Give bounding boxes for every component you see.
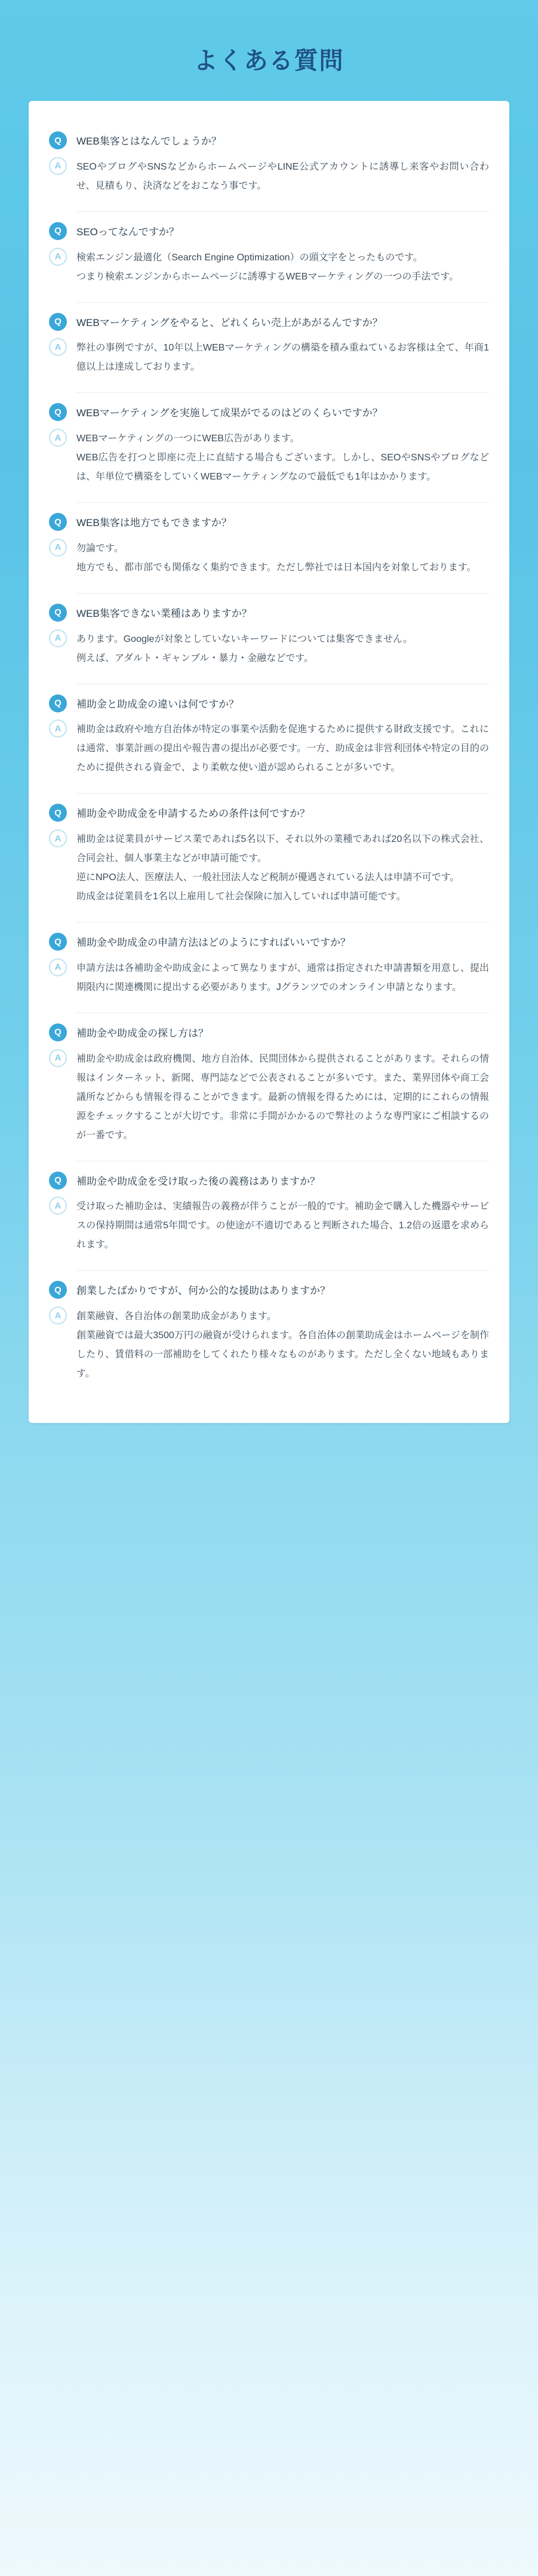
question-badge-icon: Q (49, 403, 67, 421)
faq-question-row[interactable] (49, 1271, 489, 1304)
faq-card (29, 101, 509, 1423)
faq-question-row[interactable] (49, 794, 489, 826)
faq-question-text: 補助金や助成金の申請方法はどのようにすればいいですか？ (76, 937, 351, 948)
question-badge-icon: Q (49, 694, 67, 712)
faq-answer-row (49, 1304, 489, 1393)
faq-question-text: WEBマーケティングを実施して成果がでるのはどのくらいですか？ (76, 407, 383, 419)
faq-item (49, 594, 489, 678)
faq-question-row[interactable] (49, 923, 489, 955)
faq-question-row[interactable] (49, 303, 489, 336)
question-badge-icon: Q (49, 222, 67, 240)
faq-answer-paragraph: 勿論です。 (76, 543, 124, 554)
faq-question-text: 補助金や助成金を受け取った後の義務はありますか？ (76, 1175, 320, 1187)
question-badge-icon: Q (49, 1023, 67, 1041)
answer-badge-icon: A (49, 338, 67, 356)
faq-item (49, 794, 489, 916)
page-title: よくある質問 (193, 48, 345, 74)
faq-answer-paragraph: 地方でも、都市部でも関係なく集約できます。ただし弊社では日本国内を対象しております。 (76, 562, 476, 573)
faq-answer-row (49, 426, 489, 496)
faq-answer-text (76, 156, 489, 196)
answer-badge-icon: A (49, 1049, 67, 1067)
faq-item (49, 684, 489, 788)
faq-item (49, 393, 489, 496)
faq-answer-row (49, 245, 489, 296)
faq-answer-paragraph: 弊社の事例ですが、10年以上WEBマーケティングの構築を積み重ねているお客様は全て、年商1億以上は達成しております。 (76, 343, 489, 373)
question-badge-icon: Q (49, 604, 67, 622)
answer-badge-icon: A (49, 629, 67, 647)
faq-question-row[interactable] (49, 684, 489, 717)
faq-answer-paragraph: 創業融資では最大3500万円の融資が受けられます。各自治体の創業助成金はホームページを制作したり、賃借料の一部補助をしてくれたり様々なものがあります。ただし全くない地域もあります。 (76, 1330, 489, 1379)
question-badge-icon: Q (49, 513, 67, 531)
faq-question-text: 創業したばかりですが、何か公的な援助はありますか？ (76, 1285, 330, 1297)
question-badge-icon: Q (49, 1281, 67, 1299)
faq-question-row[interactable] (49, 1013, 489, 1046)
answer-badge-icon: A (49, 1197, 67, 1215)
faq-answer-text (76, 1306, 489, 1384)
faq-answer-row (49, 154, 489, 205)
faq-answer-text (76, 829, 489, 906)
faq-item (49, 303, 489, 387)
faq-answer-row (49, 955, 489, 1007)
faq-item (49, 1161, 489, 1265)
question-badge-icon: Q (49, 933, 67, 951)
faq-question-text: SEOってなんですか？ (76, 226, 179, 238)
answer-badge-icon: A (49, 248, 67, 266)
question-badge-icon: Q (49, 804, 67, 822)
faq-answer-paragraph: 補助金や助成金は政府機関、地方自治体、民間団体から提供されることがあります。それらの情報はインターネット、新聞、専門誌などで公表されることが多いです。また、業界団体や商工会議所などからも情報を得ることができます。最新の情報を得るためには、定期的にこれらの情報源をチェックすることが大切です。非常に手間がかかるので弊社のような専門家にご相談するのが一番です。 (76, 1053, 489, 1141)
faq-answer-paragraph: 補助金は従業員がサービス業であれば5名以下、それ以外の業種であれば20名以下の株式会社、合同会社、個人事業主などが申請可能です。 (76, 834, 489, 863)
faq-question-row[interactable] (49, 121, 489, 154)
faq-item (49, 923, 489, 1007)
faq-question-row[interactable] (49, 503, 489, 536)
faq-question-text: WEB集客とはなんでしょうか？ (76, 136, 222, 147)
question-badge-icon: Q (49, 131, 67, 149)
faq-answer-paragraph: 補助金は政府や地方自治体が特定の事業や活動を促進するために提供する財政支援です。これには通常、事業計画の提出や報告書の提出が必要です。一方、助成金は非営利団体や特定の目的のために提供される資金で、より柔軟な使い道が認められることが多いです。 (76, 724, 489, 773)
faq-answer-paragraph: 検索エンジン最適化（Search Engine Optimization）の頭文字をとったものです。 (76, 252, 423, 263)
faq-item (49, 1271, 489, 1393)
faq-item (49, 121, 489, 205)
faq-answer-row (49, 626, 489, 678)
faq-answer-row (49, 826, 489, 916)
faq-question-row[interactable] (49, 1161, 489, 1194)
answer-badge-icon: A (49, 539, 67, 557)
faq-answer-paragraph: WEB広告を打つと即座に売上に直結する場合もございます。しかし、SEOやSNSやブログなどは、年単位で構築をしていくWEBマーケティングなので最低でも1年はかかります。 (76, 453, 489, 482)
faq-question-text: WEBマーケティングをやると、どれくらい売上があがるんですか？ (76, 316, 383, 328)
faq-question-row[interactable] (49, 212, 489, 245)
faq-answer-text (76, 428, 489, 487)
faq-answer-paragraph: 例えば、アダルト・ギャンブル・暴力・金融などです。 (76, 653, 313, 663)
faq-answer-paragraph: あります。Googleが対象としていないキーワードについては集客できません。 (76, 634, 413, 644)
faq-item (49, 503, 489, 587)
faq-answer-text (76, 958, 489, 997)
faq-answer-paragraph: SEOやブログやSNSなどからホームページやLINE公式アカウントに誘導し来客やお問い合わせ、見積もり、決済などをおこなう事です。 (76, 161, 489, 191)
faq-question-text: 補助金や助成金の探し方は？ (76, 1027, 208, 1039)
question-badge-icon: Q (49, 1172, 67, 1189)
faq-answer-text (76, 719, 489, 777)
faq-answer-paragraph: 申請方法は各補助金や助成金によって異なりますが、通常は指定された申請書類を用意し、提出期限内に関連機関に提出する必要があります。Jグランツでのオンライン申請となります。 (76, 963, 489, 992)
faq-answer-text (76, 538, 489, 577)
answer-badge-icon: A (49, 429, 67, 447)
faq-answer-paragraph: 助成金は従業員を1名以上雇用して社会保険に加入していれば申請可能です。 (76, 892, 406, 902)
faq-answer-row (49, 335, 489, 386)
faq-question-row[interactable] (49, 594, 489, 626)
faq-answer-row (49, 1194, 489, 1264)
faq-question-row[interactable] (49, 393, 489, 426)
question-badge-icon: Q (49, 313, 67, 331)
answer-badge-icon: A (49, 829, 67, 847)
answer-badge-icon: A (49, 157, 67, 175)
faq-question-text: WEB集客できない業種はありますか？ (76, 607, 252, 619)
faq-answer-text (76, 1196, 489, 1255)
faq-question-text: WEB集客は地方でもできますか？ (76, 517, 232, 528)
faq-item (49, 212, 489, 296)
faq-answer-row (49, 1046, 489, 1155)
faq-answer-text (76, 1049, 489, 1145)
answer-badge-icon: A (49, 720, 67, 737)
faq-answer-text (76, 247, 489, 287)
faq-list (49, 121, 489, 1393)
faq-answer-paragraph: 創業融資、各自治体の創業助成金があります。 (76, 1311, 276, 1321)
faq-item (49, 1013, 489, 1155)
faq-answer-paragraph: 逆にNPO法人、医療法人、一般社団法人など税制が優遇されている法人は申請不可です。 (76, 872, 460, 883)
faq-answer-text (76, 629, 489, 668)
answer-badge-icon: A (49, 1307, 67, 1324)
faq-answer-paragraph: つまり検索エンジンからホームページに誘導するWEBマーケティングの一つの手法です。 (76, 271, 459, 282)
faq-question-text: 補助金と助成金の違いは何ですか？ (76, 698, 239, 710)
answer-badge-icon: A (49, 958, 67, 976)
faq-answer-row (49, 536, 489, 587)
faq-answer-text (76, 337, 489, 377)
faq-question-text: 補助金や助成金を申請するための条件は何ですか？ (76, 808, 310, 820)
faq-answer-paragraph: 受け取った補助金は、実績報告の義務が伴うことが一般的です。補助金で購入した機器やサービスの保持期間は通常5年間です。の使途が不適切であると判断された場合、1.2倍の返還を求められます。 (76, 1201, 489, 1250)
faq-answer-paragraph: WEBマーケティングの一つにWEB広告があります。 (76, 434, 300, 444)
faq-answer-row (49, 717, 489, 787)
